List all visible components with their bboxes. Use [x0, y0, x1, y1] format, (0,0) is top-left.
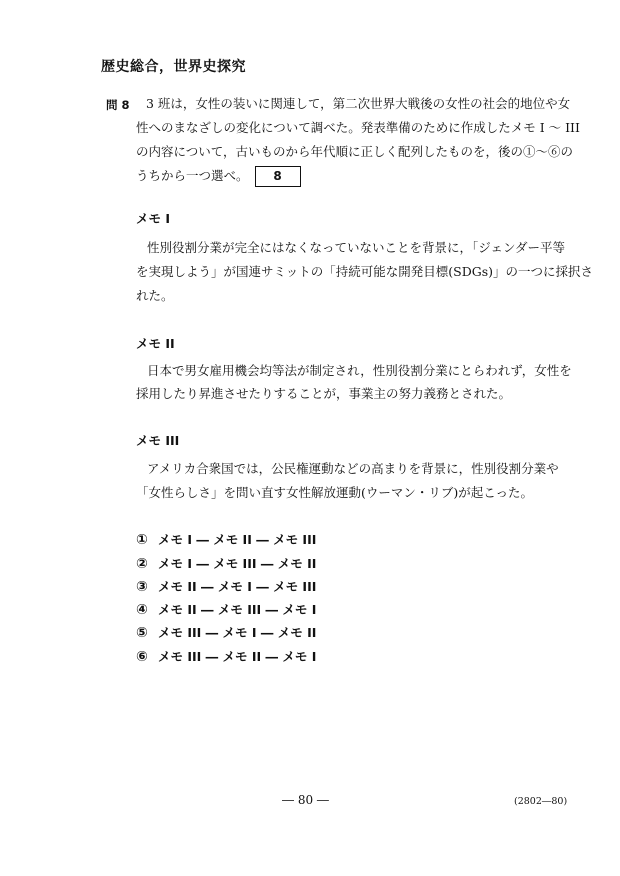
question-number: 問 8 [106, 98, 130, 112]
choice-text: メモ III ― メモ I ― メモ II [158, 625, 317, 640]
page-title: 歴史総合，世界史探究 [101, 59, 246, 75]
choice-text: メモ I ― メモ II ― メモ III [158, 532, 317, 547]
choice-item [136, 623, 316, 641]
choice-text: メモ III ― メモ II ― メモ I [158, 649, 317, 664]
memo-3-line: 「女性らしさ」を問い直す女性解放運動(ウーマン・リブ)が起こった。 [136, 485, 534, 500]
memo-1-line: れた。 [136, 288, 174, 303]
choice-text: メモ II ― メモ I ― メモ III [158, 579, 317, 594]
choice-text: メモ II ― メモ III ― メモ I [158, 602, 317, 617]
question-text-line: の内容について，古いものから年代順に正しく配列したものを，後の①～⑥の [136, 144, 574, 159]
answer-box: 8 [255, 166, 301, 187]
memo-3-title: メモ III [136, 433, 180, 448]
memo-1-title: メモ I [136, 211, 171, 226]
memo-1-line: を実現しよう」が国連サミットの「持続可能な開発目標(SDGs)」の一つに採択さ [136, 264, 593, 279]
choice-number: ① [136, 532, 148, 548]
page-number: ― 80 ― [282, 793, 329, 807]
choice-item [136, 530, 316, 548]
choice-number: ② [136, 556, 148, 572]
memo-2-line: 日本で男女雇用機会均等法が制定され，性別役割分業にとらわれず，女性を [147, 363, 572, 378]
choice-number: ⑥ [136, 649, 148, 665]
memo-2-line: 採用したり昇進させたりすることが，事業主の努力義務とされた。 [136, 386, 512, 401]
question-text-line: 性へのまなざしの変化について調べた。発表準備のために作成したメモ I ～ III [136, 120, 580, 135]
exam-code: (2802―80) [514, 796, 568, 807]
choice-item [136, 647, 316, 665]
memo-2-title: メモ II [136, 336, 175, 351]
choice-number: ④ [136, 602, 148, 618]
choice-item [136, 554, 316, 572]
memo-3-line: アメリカ合衆国では，公民権運動などの高まりを背景に，性別役割分業や [147, 461, 559, 476]
choice-item [136, 600, 316, 618]
choice-number: ⑤ [136, 625, 148, 641]
choice-number: ③ [136, 579, 148, 595]
memo-1-line: 性別役割分業が完全にはなくなっていないことを背景に，「ジェンダー平等 [147, 240, 566, 255]
question-text-line: うちから一つ選べ。 [136, 168, 249, 183]
question-text-line: 3 班は，女性の装いに関連して，第二次世界大戦後の女性の社会的地位や女 [146, 96, 571, 111]
choice-item [136, 577, 316, 595]
question-text-line-last [136, 166, 301, 187]
choice-text: メモ I ― メモ III ― メモ II [158, 556, 317, 571]
